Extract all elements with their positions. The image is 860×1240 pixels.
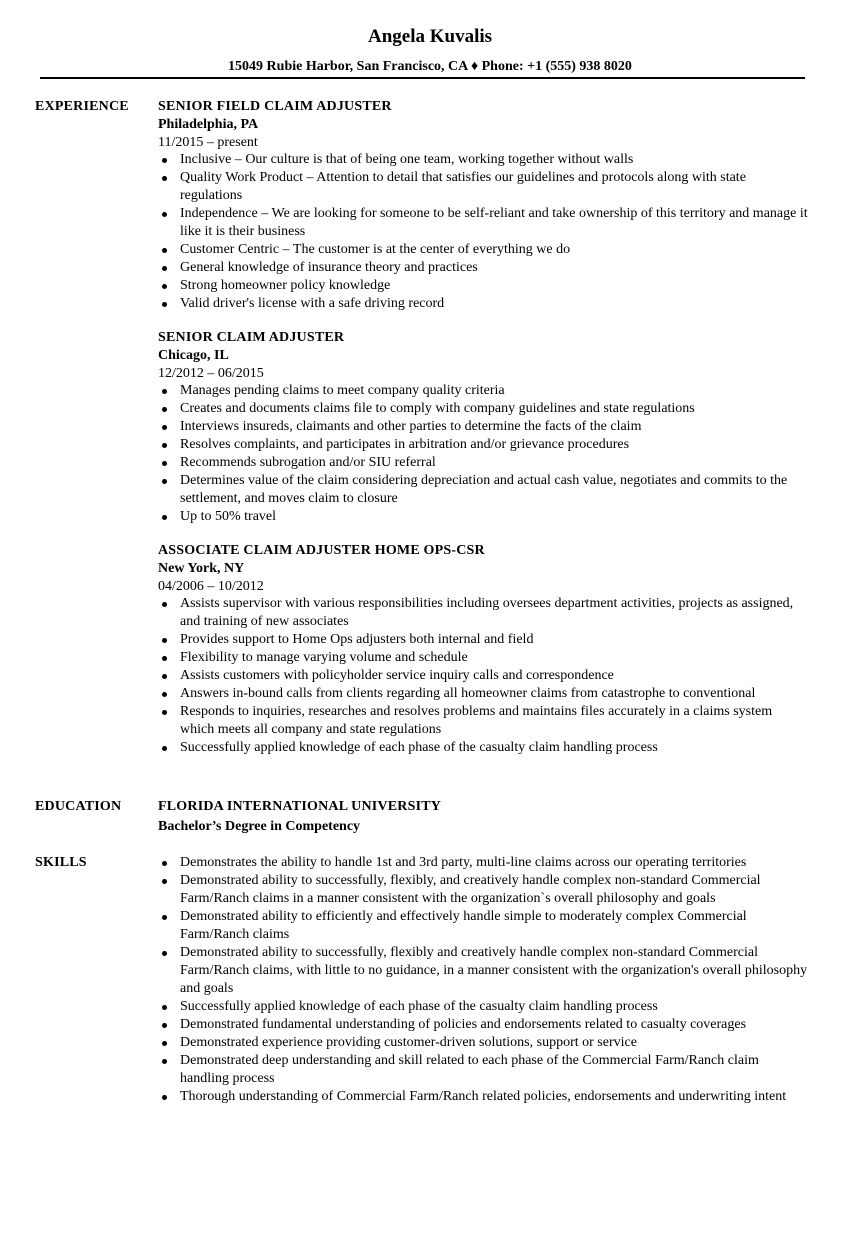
- bullet-icon: [162, 710, 167, 715]
- bullet-icon: [162, 425, 167, 430]
- list-item: [158, 508, 808, 526]
- bullet-icon: [162, 443, 167, 448]
- skills-list-wrapper: [158, 854, 808, 1106]
- list-item-text: Valid driver's license with a safe driving record: [180, 296, 445, 311]
- section-label-education: EDUCATION: [35, 799, 122, 814]
- degree-name: Bachelor’s Degree in Competency: [158, 819, 361, 834]
- section-label-experience: EXPERIENCE: [35, 99, 129, 114]
- skills-list: [158, 854, 808, 1106]
- list-item-text: Provides support to Home Ops adjusters both internal and field: [180, 632, 534, 647]
- bullet-icon: [162, 515, 167, 520]
- list-item: [158, 667, 808, 685]
- list-item: [158, 169, 808, 205]
- job-title: SENIOR FIELD CLAIM ADJUSTER: [158, 99, 392, 114]
- bullet-icon: [162, 1041, 167, 1046]
- list-item: [158, 400, 808, 418]
- job-location: Philadelphia, PA: [158, 117, 259, 132]
- resume-header: [0, 24, 860, 76]
- bullet-icon: [162, 284, 167, 289]
- education-entry: [158, 798, 808, 836]
- contact-line: 15049 Rubie Harbor, San Francisco, CA ♦ Phone: +1 (555) 938 8020: [228, 59, 632, 74]
- bullet-icon: [162, 602, 167, 607]
- list-item: [158, 436, 808, 454]
- bullet-icon: [162, 248, 167, 253]
- bullet-icon: [162, 1023, 167, 1028]
- job-duties: [158, 151, 808, 313]
- list-item-text: Interviews insureds, claimants and other parties to determine the facts of the claim: [180, 419, 642, 434]
- bullet-icon: [162, 692, 167, 697]
- job-entry: [158, 329, 808, 526]
- list-item: [158, 1052, 808, 1088]
- bullet-icon: [162, 158, 167, 163]
- header-divider: [40, 77, 805, 79]
- list-item: [158, 241, 808, 259]
- bullet-icon: [162, 1095, 167, 1100]
- list-item-text: Successfully applied knowledge of each phase of the casualty claim handling process: [180, 999, 658, 1014]
- list-item-text: Quality Work Product – Attention to detail that satisfies our guidelines and protocols along with state regulations: [180, 170, 746, 203]
- school-name: FLORIDA INTERNATIONAL UNIVERSITY: [158, 799, 442, 814]
- list-item-text: Assists customers with policyholder service inquiry calls and correspondence: [180, 668, 614, 683]
- list-item-text: General knowledge of insurance theory and practices: [180, 260, 478, 275]
- job-entry: [158, 98, 808, 313]
- list-item: [158, 472, 808, 508]
- list-item-text: Independence – We are looking for someone to be self-reliant and take ownership of this territory and manage it like it is their business: [180, 206, 808, 239]
- bullet-icon: [162, 212, 167, 217]
- candidate-name: Angela Kuvalis: [367, 26, 493, 47]
- list-item: [158, 295, 808, 313]
- bullet-icon: [162, 638, 167, 643]
- bullet-icon: [162, 879, 167, 884]
- bullet-icon: [162, 389, 167, 394]
- bullet-icon: [162, 656, 167, 661]
- experience-list: [158, 98, 808, 773]
- list-item: [158, 595, 808, 631]
- bullet-icon: [162, 915, 167, 920]
- job-duties: [158, 382, 808, 526]
- list-item: [158, 739, 808, 757]
- list-item-text: Successfully applied knowledge of each phase of the casualty claim handling process: [180, 740, 658, 755]
- list-item: [158, 631, 808, 649]
- list-item: [158, 908, 808, 944]
- list-item: [158, 944, 808, 998]
- list-item-text: Demonstrates the ability to handle 1st and 3rd party, multi-line claims across our operating territories: [180, 855, 747, 870]
- list-item-text: Recommends subrogation and/or SIU referral: [180, 455, 436, 470]
- job-title: SENIOR CLAIM ADJUSTER: [158, 330, 345, 345]
- list-item-text: Demonstrated ability to successfully, flexibly, and creatively handle complex non-standard Commercial Farm/Ranch claims in a manner consistent with the organization`s overall philosophy and goals: [180, 873, 761, 906]
- bullet-icon: [162, 407, 167, 412]
- job-location: New York, NY: [158, 561, 245, 576]
- list-item: [158, 998, 808, 1016]
- bullet-icon: [162, 266, 167, 271]
- job-dates: 12/2012 – 06/2015: [158, 366, 264, 381]
- job-entry: [158, 542, 808, 757]
- list-item: [158, 382, 808, 400]
- job-duties: [158, 595, 808, 757]
- list-item: [158, 649, 808, 667]
- bullet-icon: [162, 1005, 167, 1010]
- list-item-text: Flexibility to manage varying volume and schedule: [180, 650, 468, 665]
- bullet-icon: [162, 1059, 167, 1064]
- list-item: [158, 703, 808, 739]
- job-title: ASSOCIATE CLAIM ADJUSTER HOME OPS-CSR: [158, 543, 485, 558]
- job-dates: 11/2015 – present: [158, 135, 258, 150]
- list-item: [158, 854, 808, 872]
- list-item: [158, 685, 808, 703]
- list-item: [158, 454, 808, 472]
- list-item: [158, 1016, 808, 1034]
- list-item-text: Up to 50% travel: [180, 509, 277, 524]
- bullet-icon: [162, 302, 167, 307]
- list-item-text: Demonstrated deep understanding and skill related to each phase of the Commercial Farm/Ranch claim handling process: [180, 1053, 759, 1086]
- list-item-text: Demonstrated ability to successfully, flexibly and creatively handle complex non-standard Commercial Farm/Ranch claims, with little to no guidance, in a manner consistent with the organization's overall philosophy and goals: [180, 945, 808, 996]
- list-item-text: Creates and documents claims file to comply with company guidelines and state regulations: [180, 401, 695, 416]
- list-item-text: Demonstrated ability to efficiently and effectively handle simple to moderately complex Commercial Farm/Ranch claims: [180, 909, 747, 942]
- list-item-text: Resolves complaints, and participates in arbitration and/or grievance procedures: [180, 437, 630, 452]
- list-item-text: Determines value of the claim considering depreciation and actual cash value, negotiates and commits to the settlement, and moves claim to closure: [180, 473, 788, 506]
- bullet-icon: [162, 746, 167, 751]
- job-location: Chicago, IL: [158, 348, 229, 363]
- list-item: [158, 872, 808, 908]
- bullet-icon: [162, 479, 167, 484]
- list-item-text: Demonstrated fundamental understanding of policies and endorsements related to casualty coverages: [180, 1017, 747, 1032]
- list-item-text: Demonstrated experience providing customer-driven solutions, support or service: [180, 1035, 637, 1050]
- list-item: [158, 418, 808, 436]
- bullet-icon: [162, 461, 167, 466]
- list-item-text: Assists supervisor with various responsibilities including oversees department activities, projects as assigned, and training of new associates: [180, 596, 794, 629]
- list-item: [158, 1088, 808, 1106]
- bullet-icon: [162, 861, 167, 866]
- list-item-text: Customer Centric – The customer is at the center of everything we do: [180, 242, 571, 257]
- list-item: [158, 259, 808, 277]
- list-item: [158, 277, 808, 295]
- list-item-text: Manages pending claims to meet company quality criteria: [180, 383, 505, 398]
- list-item-text: Strong homeowner policy knowledge: [180, 278, 391, 293]
- job-dates: 04/2006 – 10/2012: [158, 579, 264, 594]
- bullet-icon: [162, 176, 167, 181]
- bullet-icon: [162, 674, 167, 679]
- list-item-text: Answers in-bound calls from clients regarding all homeowner claims from catastrophe to conventional: [180, 686, 756, 701]
- list-item-text: Thorough understanding of Commercial Farm/Ranch related policies, endorsements and underwriting intent: [180, 1089, 787, 1104]
- list-item-text: Responds to inquiries, researches and resolves problems and maintains files accurately in a claims system which meets all company and state regulations: [180, 704, 773, 737]
- list-item-text: Inclusive – Our culture is that of being one team, working together without walls: [180, 152, 634, 167]
- list-item: [158, 151, 808, 169]
- section-label-skills: SKILLS: [35, 855, 87, 870]
- bullet-icon: [162, 951, 167, 956]
- list-item: [158, 205, 808, 241]
- list-item: [158, 1034, 808, 1052]
